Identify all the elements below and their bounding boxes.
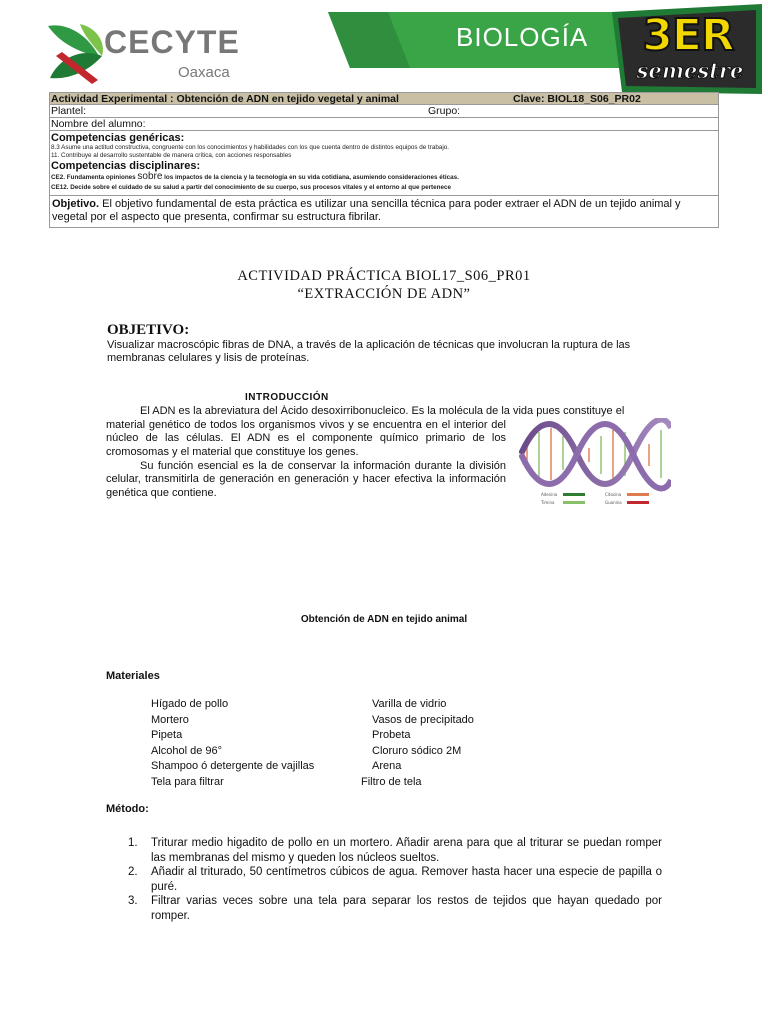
legend-guanina: Guanina [605,500,622,505]
method-step [128,894,662,923]
activity-info-table [49,92,719,228]
method-heading: Método: [106,803,149,815]
disciplinary-competency-item [51,172,717,183]
intro-paragraph-1-body: material genético de todos los organismos vivos y se encuentra en el interior del núcleo de las células. El ADN es el componente químico primario de los cromosomas y el material que constituye los genes. [106,419,506,458]
objective-text: El objetivo fundamental de esta práctica es utilizar una sencilla técnica para poder extraer el ADN de un tejido animal y vegetal por el aspecto que presenta, confirmar su estructura fibrilar. [52,198,681,223]
plantel-row [49,105,719,118]
material-item: Mortero [151,713,189,726]
practice-subtitle: “EXTRACCIÓN DE ADN” [297,286,471,302]
material-item: Hígado de pollo [151,698,229,710]
step-text: Filtrar varias veces sobre una tela para separar los restos de tejidos que hayan quedado por romper. [151,895,662,922]
legend-citosina: Citosina [605,492,622,497]
logo-text: CECYTE [104,24,240,60]
materials-left-list [151,697,314,791]
logo-subtitle: Oaxaca [178,64,230,81]
material-item: Filtro de tela [361,775,422,788]
step-text: Triturar medio higadito de pollo en un mortero. Añadir arena para que al triturar se puedan romper las membranas del mismo y queden los núcleos sueltos. [151,837,662,864]
step-number: 3. [128,895,138,908]
generic-competencies-title: Competencias genéricas: [51,132,185,144]
subject-title: BIOLOGÍA [456,22,589,52]
material-item: Vasos de precipitado [372,713,474,726]
objective-heading: OBJETIVO: [107,322,190,338]
material-item: Cloruro sódico 2M [372,744,462,757]
student-name-field[interactable]: Nombre del alumno: [51,118,146,130]
dna-helix-image [519,418,671,510]
material-item: Arena [372,760,402,773]
material-item: Tela para filtrar [151,775,224,788]
generic-competency-item: 11. Contribuye al desarrollo sustentable de manera crítica, con acciones responsables [51,152,292,159]
materials-right-list [361,697,474,791]
activity-code: Clave: BIOL18_S06_PR02 [513,93,641,105]
competency-text: los impactos de la ciencia y la tecnología en su vida cotidiana, asumiendo consideraciones éticas. [162,174,459,181]
disciplinary-competency-item: CE12. Decide sobre el cuidado de su salud a partir del conocimiento de su cuerpo, sus procesos vitales y el entorno al que pertenece [51,184,451,191]
competency-text: CE2. Fundamenta opiniones [51,174,138,181]
activity-header-row [49,92,719,105]
step-number: 2. [128,866,138,879]
objective-paragraph: Visualizar macroscópic fibras de DNA, a través de la aplicación de técnicas que involucran la ruptura de las membranas celulares y lisis de proteínas. [107,339,631,364]
objective-row [49,196,719,228]
student-name-row [49,118,719,131]
objective-label: Objetivo. [52,198,100,210]
header-banner [0,0,768,92]
practice-title: ACTIVIDAD PRÁCTICA BIOL17_S06_PR01 [237,268,531,284]
competency-text: sobre [137,171,163,182]
method-step [128,836,662,865]
intro-line-1: El ADN es la abreviatura del Ácido desoxirribonucleico. Es la molécula de la vida pues constituye el [140,405,625,417]
material-item: Probeta [372,729,411,742]
materials-heading: Materiales [106,670,160,682]
material-item: Pipeta [151,729,183,742]
legend-timina: Timina [541,500,555,505]
step-number: 1. [128,837,138,849]
material-item: Varilla de vidrio [372,698,447,710]
semester-number: 3ER [642,10,734,61]
section-title: Obtención de ADN en tejido animal [300,614,468,625]
method-step [128,865,662,894]
material-item: Alcohol de 96° [151,744,223,757]
method-steps [128,836,662,924]
semester-label: semestre [636,58,744,83]
activity-title: Actividad Experimental : Obtención de ADN en tejido vegetal y animal [51,93,399,105]
plantel-field[interactable]: Plantel: [51,105,87,117]
generic-competency-item: 8.3 Asume una actitud constructiva, congruente con los conocimientos y habilidades con los que cuenta dentro de distintos equipos de trabajo. [51,144,450,151]
introduction-heading: INTRODUCCIÓN [245,392,329,403]
disciplinary-competencies-title: Competencias disciplinares: [51,160,201,172]
step-text: Añadir al triturado, 50 centímetros cúbicos de agua. Remover hasta hacer una especie de papilla o puré. [151,866,662,893]
intro-paragraph-2: Su función esencial es la de conservar la información durante la división celular, transmitirla de generación en generación y hacer efectiva la información genética que contiene. [106,460,506,499]
legend-adenina: Adenina [541,492,558,497]
generic-competencies-row [49,131,719,196]
material-item: Shampoo ó detergente de vajillas [151,760,315,773]
grupo-field[interactable]: Grupo: [428,105,461,117]
